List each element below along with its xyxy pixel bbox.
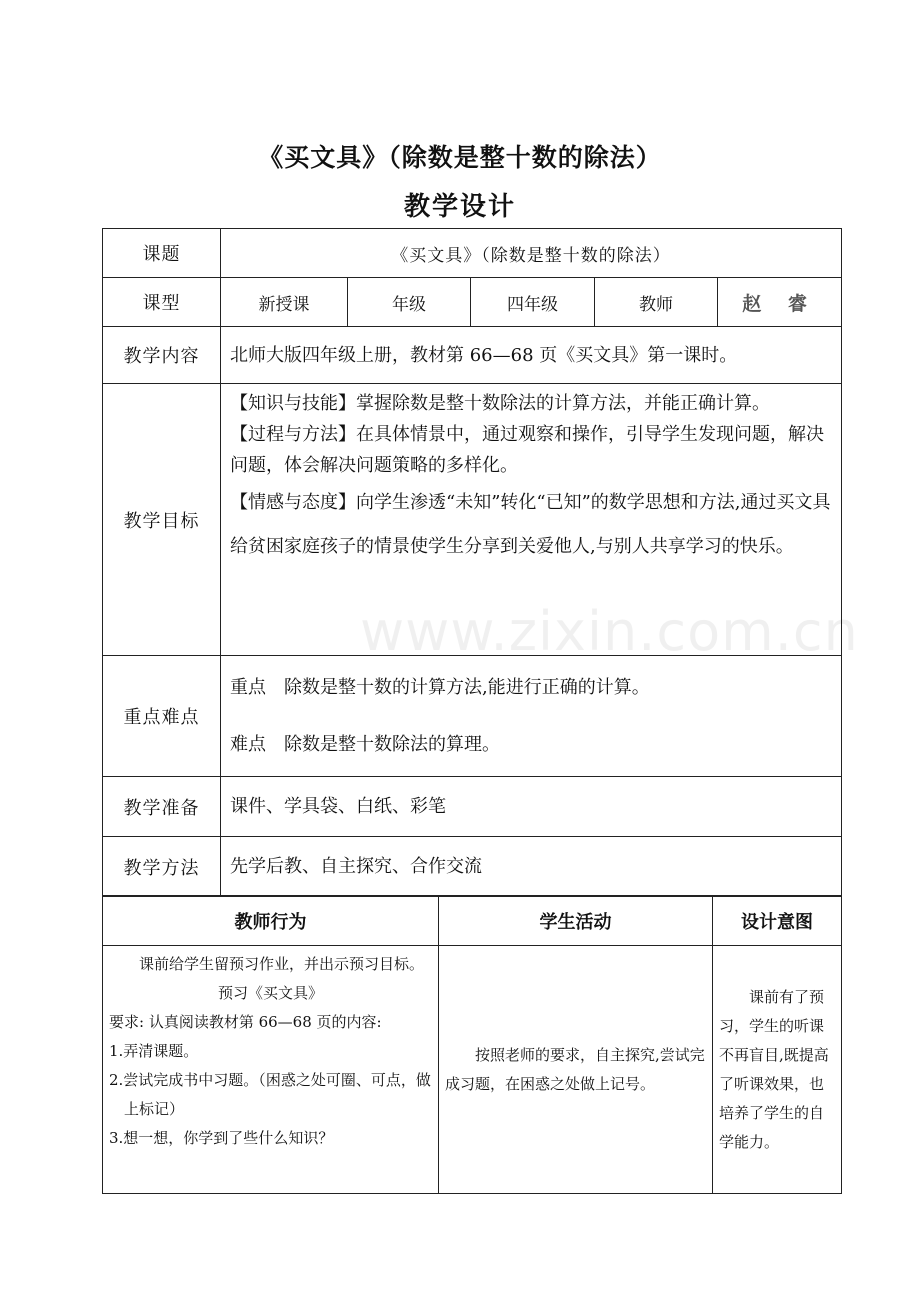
type-value: 新授课	[221, 278, 348, 327]
design-intent-cell: 课前有了预习，学生的听课不再盲目,既提高了听课效果，也培养了学生的自学能力。	[713, 946, 842, 1194]
header-intent: 设计意图	[713, 896, 842, 946]
header-student: 学生活动	[439, 896, 713, 946]
teacher-behavior-cell	[103, 946, 439, 1194]
document-title: 《买文具》（除数是整十数的除法）	[258, 143, 662, 172]
table-row	[103, 229, 842, 278]
teacher-line: 2.尝试完成书中习题。（困惑之处可圈、可点，做上标记）	[109, 1071, 431, 1118]
table-row	[103, 278, 842, 327]
objective-process: 【过程与方法】在具体情景中，通过观察和操作，引导学生发现问题，解决问题，体会解决问题策略的多样化。	[230, 424, 824, 476]
table-row	[103, 327, 842, 384]
objectives-label: 教学目标	[103, 384, 221, 656]
keypoint-text: 重点 除数是整十数的计算方法,能进行正确的计算。	[230, 677, 650, 698]
teacher-line: 要求: 认真阅读教材第 66—68 页的内容:	[109, 1013, 382, 1031]
teacher-line: 预习《买文具》	[217, 984, 323, 1002]
prep-value: 课件、学具袋、白纸、彩笔	[221, 777, 842, 837]
method-label: 教学方法	[103, 837, 221, 897]
lesson-info-table	[102, 228, 842, 897]
student-activity-cell: 按照老师的要求，自主探究,尝试完成习题，在困惑之处做上记号。	[439, 946, 713, 1194]
teacher-line: 1.弄清课题。	[109, 1042, 199, 1060]
content-label: 教学内容	[103, 327, 221, 384]
watermark: www.zixin.com.cn	[360, 600, 859, 663]
method-value: 先学后教、自主探究、合作交流	[221, 837, 842, 897]
process-table	[102, 895, 842, 1194]
header-teacher: 教师行为	[103, 896, 439, 946]
table-row	[103, 896, 842, 946]
topic-value: 《买文具》（除数是整十数的除法）	[221, 229, 842, 278]
table-row	[103, 837, 842, 897]
table-row	[103, 946, 842, 1194]
grade-value: 四年级	[471, 278, 595, 327]
teacher-line: 课前给学生留预习作业，并出示预习目标。	[109, 955, 425, 973]
teacher-label: 教师	[595, 278, 718, 327]
keypoints-label: 重点难点	[103, 656, 221, 777]
type-label: 课型	[103, 278, 221, 327]
teacher-line: 3.想一想，你学到了些什么知识？	[109, 1129, 334, 1147]
teacher-value: 赵 睿	[718, 278, 842, 327]
table-row	[103, 777, 842, 837]
objective-attitude: 【情感与态度】向学生渗透“未知”转化“已知”的数学思想和方法,通过买文具给贫困家庭孩子的情景使学生分享到关爱他人,与别人共享学习的快乐。	[230, 492, 831, 557]
keypoints-cell	[221, 656, 842, 777]
grade-label: 年级	[348, 278, 471, 327]
content-value: 北师大版四年级上册，教材第 66—68 页《买文具》第一课时。	[221, 327, 842, 384]
topic-label: 课题	[103, 229, 221, 278]
difficulty-text: 难点 除数是整十数除法的算理。	[230, 734, 500, 755]
prep-label: 教学准备	[103, 777, 221, 837]
table-row	[103, 656, 842, 777]
document-subtitle: 教学设计	[403, 192, 516, 222]
objective-knowledge: 【知识与技能】掌握除数是整十数除法的计算方法，并能正确计算。	[230, 393, 770, 414]
